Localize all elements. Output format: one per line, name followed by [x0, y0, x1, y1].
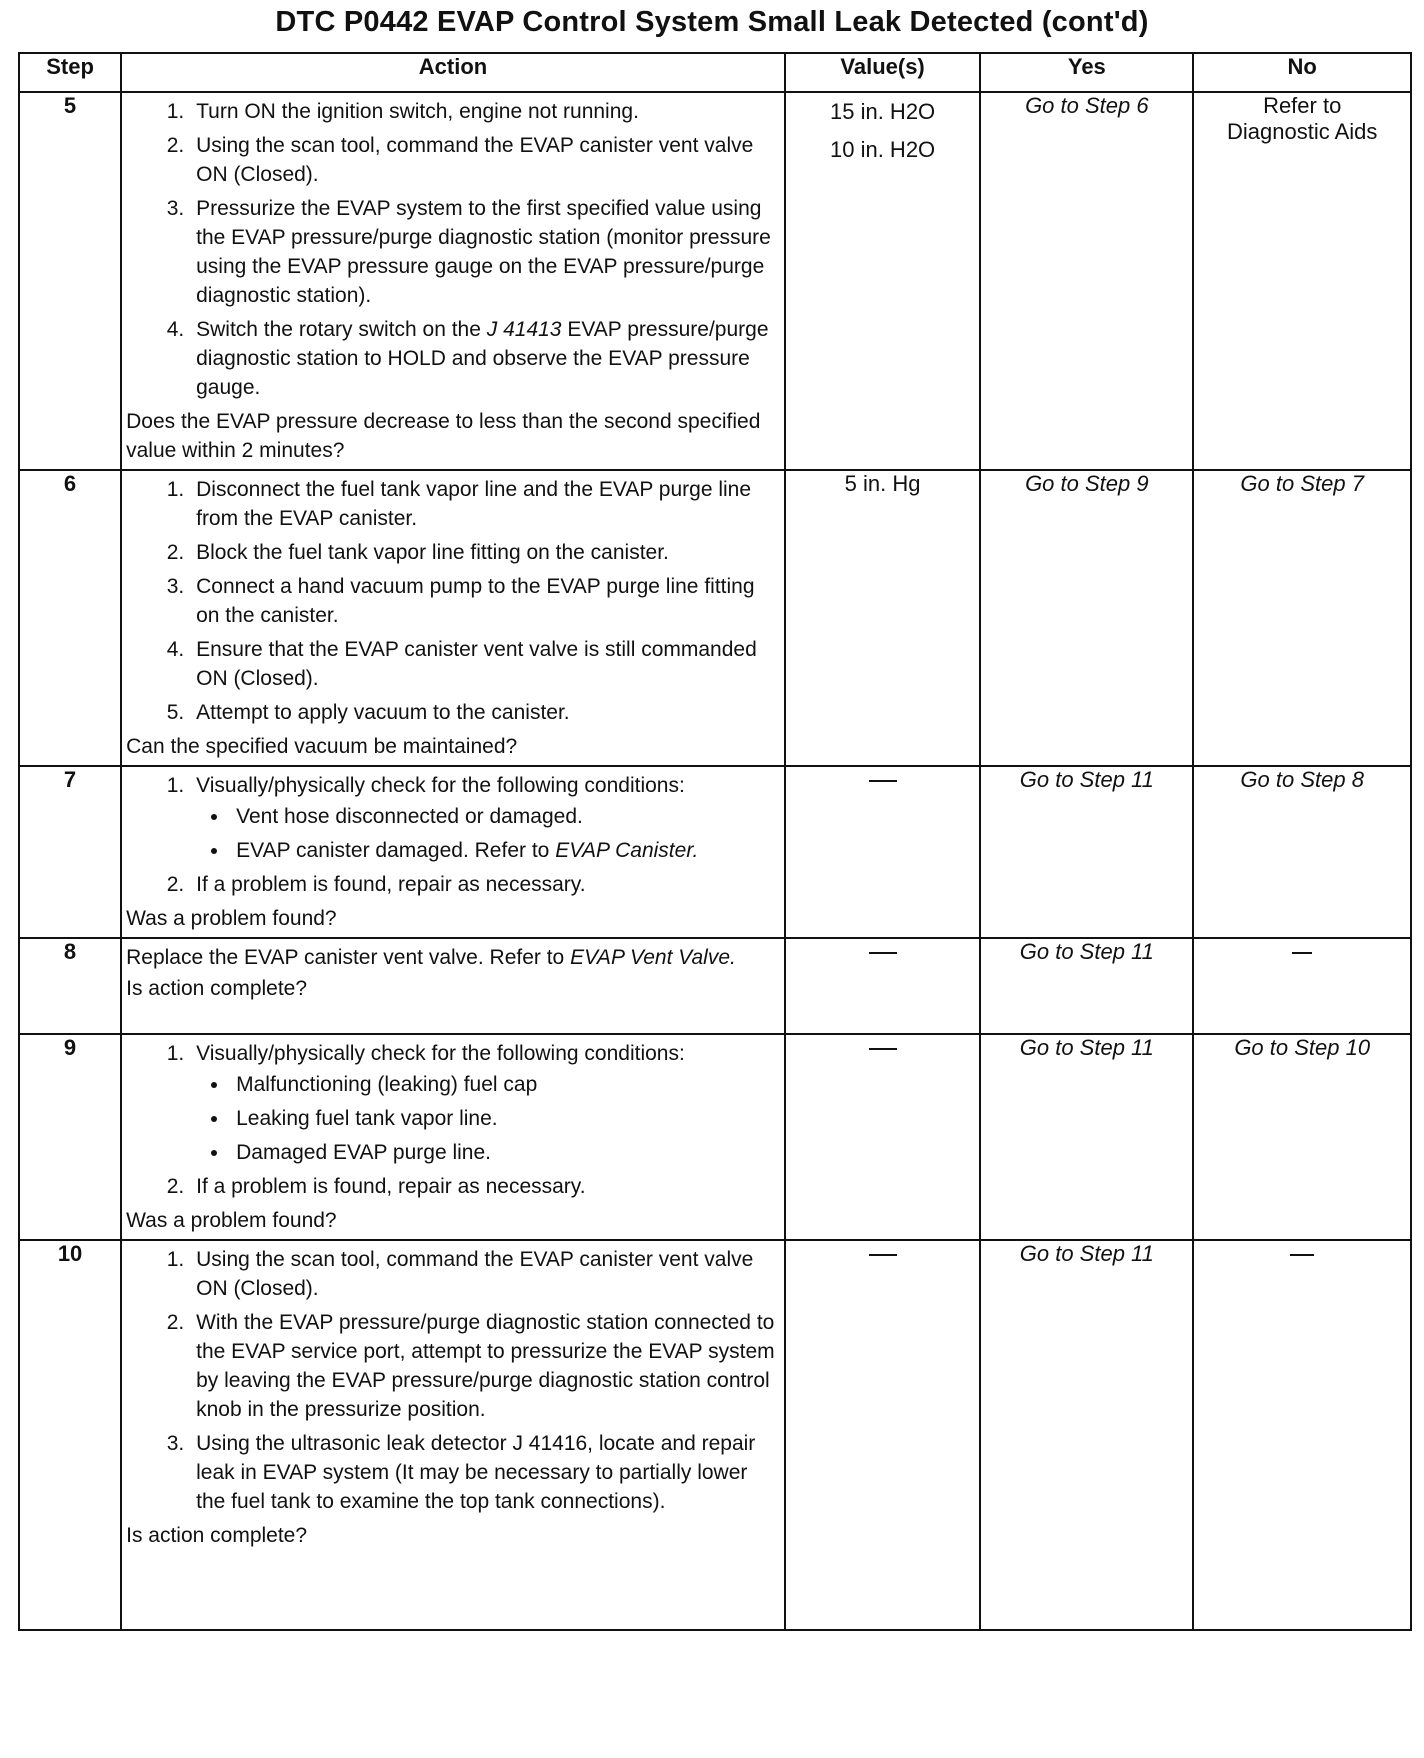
dash-mark: [1292, 952, 1312, 954]
action-question: Is action complete?: [126, 1524, 308, 1547]
action-cell: [121, 1034, 785, 1240]
action-item: 1. Turn ON the ignition switch, engine not running.: [190, 97, 778, 126]
action-cell: [121, 470, 785, 766]
value-text: 10 in. H2O: [830, 137, 936, 162]
dash-mark: [1290, 1254, 1314, 1256]
condition-bullet: • EVAP canister damaged. Refer to EVAP Canister.: [230, 836, 778, 865]
value-cell: [785, 938, 980, 1034]
table-header-row: [19, 53, 1411, 92]
table-row: [19, 766, 1411, 938]
value-text: 15 in. H2O: [830, 99, 936, 124]
step-number: 6: [19, 470, 121, 766]
action-item: 4. Switch the rotary switch on the J 41413 EVAP pressure/purge diagnostic station to HOLD and observe the EVAP pressure gauge.: [190, 315, 778, 402]
header-yes: Yes: [980, 53, 1193, 92]
action-item: 1. Disconnect the fuel tank vapor line and the EVAP purge line from the EVAP canister.: [190, 475, 778, 533]
action-item: 5. Attempt to apply vacuum to the canister.: [190, 698, 778, 727]
action-item: 2. If a problem is found, repair as necessary.: [190, 870, 778, 899]
action-item: 3. Using the ultrasonic leak detector J 41416, locate and repair leak in EVAP system (It may be necessary to partially lower the fuel tank to examine the top tank connections).: [190, 1429, 778, 1516]
no-cell: Go to Step 8: [1193, 766, 1411, 938]
action-question: Does the EVAP pressure decrease to less than the second specified value within 2 minutes?: [126, 410, 761, 462]
action-item: 3. Pressurize the EVAP system to the first specified value using the EVAP pressure/purge diagnostic station (monitor pressure using the EVAP pressure gauge on the EVAP pressure/purge diagnostic station).: [190, 194, 778, 310]
value-cell: [785, 766, 980, 938]
condition-bullet: • Leaking fuel tank vapor line.: [230, 1104, 778, 1133]
condition-bullet: • Malfunctioning (leaking) fuel cap: [230, 1070, 778, 1099]
action-item: 1. Using the scan tool, command the EVAP canister vent valve ON (Closed).: [190, 1245, 778, 1303]
action-text: Replace the EVAP canister vent valve. Refer to EVAP Vent Valve.: [126, 946, 736, 969]
header-values: Value(s): [785, 53, 980, 92]
dash-mark: [869, 1254, 897, 1256]
value-cell: [785, 1240, 980, 1630]
step-number: 9: [19, 1034, 121, 1240]
condition-bullet: • Damaged EVAP purge line.: [230, 1138, 778, 1167]
yes-cell: Go to Step 11: [980, 1034, 1193, 1240]
action-question: Is action complete?: [126, 977, 308, 1000]
value-cell: [785, 92, 980, 470]
step-number: 5: [19, 92, 121, 470]
table-row: [19, 470, 1411, 766]
action-cell: [121, 1240, 785, 1630]
diagnostic-table: [18, 52, 1412, 1631]
no-cell: Go to Step 7: [1193, 470, 1411, 766]
action-question: Was a problem found?: [126, 907, 337, 930]
cross-reference: EVAP Canister.: [555, 839, 699, 862]
action-cell: [121, 766, 785, 938]
condition-bullet: • Vent hose disconnected or damaged.: [230, 802, 778, 831]
action-item: 4. Ensure that the EVAP canister vent valve is still commanded ON (Closed).: [190, 635, 778, 693]
step-number: 10: [19, 1240, 121, 1630]
dash-mark: [869, 952, 897, 954]
step-number: 7: [19, 766, 121, 938]
yes-cell: Go to Step 11: [980, 1240, 1193, 1630]
action-item: 2. If a problem is found, repair as necessary.: [190, 1172, 778, 1201]
action-item: 3. Connect a hand vacuum pump to the EVAP purge line fitting on the canister.: [190, 572, 778, 630]
action-item: 1. Visually/physically check for the following conditions: • Malfunctioning (leaking) fuel cap • Leaking fuel tank vapor line. • Damaged EVAP purge line.: [190, 1039, 778, 1167]
value-cell: 5 in. Hg: [785, 470, 980, 766]
action-question: Was a problem found?: [126, 1209, 337, 1232]
yes-cell: Go to Step 9: [980, 470, 1193, 766]
yes-cell: Go to Step 11: [980, 938, 1193, 1034]
step-number: 8: [19, 938, 121, 1034]
no-cell: [1193, 938, 1411, 1034]
action-item: 2. Block the fuel tank vapor line fitting on the canister.: [190, 538, 778, 567]
action-item: 2. With the EVAP pressure/purge diagnostic station connected to the EVAP service port, attempt to pressurize the EVAP system by leaving the EVAP pressure/purge diagnostic station control knob in the pressurize position.: [190, 1308, 778, 1424]
yes-cell: Go to Step 6: [980, 92, 1193, 470]
table-row: [19, 1034, 1411, 1240]
table-row: [19, 1240, 1411, 1630]
action-cell: [121, 92, 785, 470]
table-row: [19, 92, 1411, 470]
dash-mark: [869, 1048, 897, 1050]
yes-cell: Go to Step 11: [980, 766, 1193, 938]
header-action: Action: [121, 53, 785, 92]
no-cell: Refer to Diagnostic Aids: [1193, 92, 1411, 470]
action-question: Can the specified vacuum be maintained?: [126, 735, 518, 758]
page-title: DTC P0442 EVAP Control System Small Leak Detected (cont'd): [275, 6, 1149, 38]
table-row: [19, 938, 1411, 1034]
action-item: 1. Visually/physically check for the following conditions: • Vent hose disconnected or damaged. • EVAP canister damaged. Refer to EVAP Canister.: [190, 771, 778, 865]
action-cell: [121, 938, 785, 1034]
header-no: No: [1193, 53, 1411, 92]
no-cell: [1193, 1240, 1411, 1630]
no-cell: Go to Step 10: [1193, 1034, 1411, 1240]
cross-reference: EVAP Vent Valve.: [570, 946, 736, 969]
tool-reference: J 41413: [486, 318, 562, 341]
action-item: 2. Using the scan tool, command the EVAP canister vent valve ON (Closed).: [190, 131, 778, 189]
value-cell: [785, 1034, 980, 1240]
dash-mark: [869, 780, 897, 782]
header-step: Step: [19, 53, 121, 92]
